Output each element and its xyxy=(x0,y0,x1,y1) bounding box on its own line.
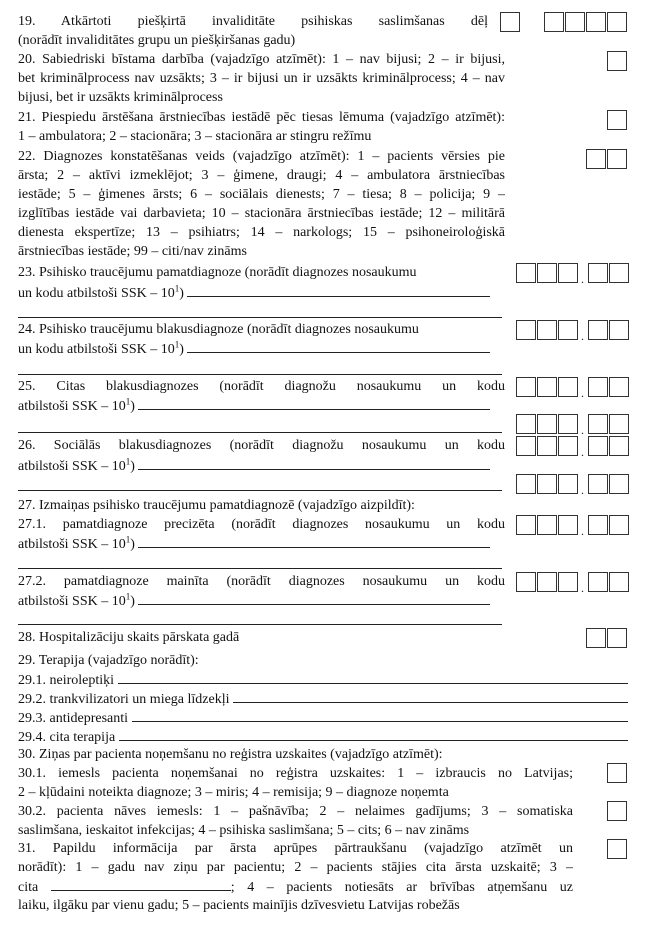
item-23-line xyxy=(18,283,490,302)
text: (norādīt invaliditātes grupu un piešķiršanas gadu) xyxy=(18,33,296,48)
diagnosis-method-box[interactable] xyxy=(586,149,606,169)
diagnosis-code-box[interactable] xyxy=(537,320,557,340)
dangerous-activity-box[interactable] xyxy=(607,51,627,71)
item-22-line xyxy=(18,223,505,242)
death-cause-box[interactable] xyxy=(607,801,627,821)
text: cita xyxy=(18,880,39,895)
text: 30.2. pacienta nāves iemesls: 1 – pašnāvība; 2 – nelaimes gadījums; 3 – somatiska xyxy=(18,804,573,819)
text: 27.1. pamatdiagnoze precizēta (norādīt diagnozes nosaukumu un kodu xyxy=(18,517,505,532)
diagnosis-code-box[interactable] xyxy=(588,515,608,535)
diagnosis-code-box[interactable] xyxy=(609,515,629,535)
therapy-fill-line[interactable] xyxy=(119,727,628,741)
diagnosis-code-box[interactable] xyxy=(609,572,629,592)
diagnosis-code-box[interactable] xyxy=(516,572,536,592)
text: 25. Citas blakusdiagnozes (norādīt diagnožu nosaukumu un kodu xyxy=(18,379,505,394)
text: 19. Atkārtoti piešķirtā invaliditāte psihiskas saslimšanas dēļ xyxy=(18,14,488,29)
diagnosis-code-box[interactable] xyxy=(588,263,608,283)
diagnosis-code-box[interactable] xyxy=(558,572,578,592)
footnote-marker: 1 xyxy=(174,283,180,294)
diagnosis-code-box[interactable] xyxy=(516,377,536,397)
item-25-line xyxy=(18,377,505,396)
text: 24. Psihisko traucējumu blakusdiagnoze (norādīt diagnozes nosaukumu xyxy=(18,322,419,337)
item-27-1-line xyxy=(18,515,505,534)
diagnosis-name-fill-line[interactable] xyxy=(187,283,490,297)
text: laiku, ilgāku par vienu gadu; 5 – pacients mainījis dzīvesvietu Latvijas robežās xyxy=(18,898,460,913)
item-23-line xyxy=(18,263,417,282)
item-20-line xyxy=(18,50,505,69)
text: 29.1. neiroleptiķi xyxy=(18,673,115,688)
code-separator: . xyxy=(581,272,584,286)
text: izglītības iestāde vai darbavieta; 10 – stacionāra ārstniecības iestāde; 12 – militārā xyxy=(18,206,505,221)
footnote-marker: 1 xyxy=(174,339,180,350)
text: dienesta ekspertīze; 13 – psihiatrs; 14 – narkologs; 15 – psihoneiroloģiskā xyxy=(18,225,505,240)
diagnosis-code-box[interactable] xyxy=(558,320,578,340)
item-30-line xyxy=(18,764,573,783)
diagnosis-fill-line[interactable] xyxy=(18,568,502,569)
text: 30.1. iemesls pacienta noņemšanai no reģistra uzskaites: 1 – izbraucis no Latvijas; xyxy=(18,766,573,781)
item-30-line xyxy=(18,783,449,802)
item-29-line xyxy=(18,651,199,670)
item-30-line xyxy=(18,745,443,764)
text: 29.3. antidepresanti xyxy=(18,711,129,726)
code-separator: . xyxy=(581,423,584,437)
invalidity-year-box[interactable] xyxy=(565,12,585,32)
removal-reason-box[interactable] xyxy=(607,763,627,783)
text: 29. Terapija (vajadzīgo norādīt): xyxy=(18,653,199,668)
diagnosis-name-fill-line[interactable] xyxy=(138,396,490,410)
diagnosis-code-box[interactable] xyxy=(516,474,536,494)
close-paren: ) xyxy=(130,399,135,414)
therapy-fill-line[interactable] xyxy=(233,689,628,703)
text: bet kriminālprocess nav uzsākts; 3 – ir bijusi un ir uzsākts kriminālprocess; 4 – nav xyxy=(18,71,505,86)
diagnosis-code-box[interactable] xyxy=(537,377,557,397)
diagnosis-code-box[interactable] xyxy=(588,572,608,592)
close-paren: ) xyxy=(130,459,135,474)
item-24-line xyxy=(18,339,490,358)
diagnosis-code-box[interactable] xyxy=(537,263,557,283)
text: ; 4 – pacients notiesāts ar brīvības atņemšanu uz xyxy=(230,880,573,895)
item-27-2-line xyxy=(18,591,490,610)
diagnosis-code-box[interactable] xyxy=(558,436,578,456)
text: un kodu atbilstoši SSK – 10 xyxy=(18,286,175,301)
item-29-line xyxy=(18,708,628,727)
diagnosis-code-box[interactable] xyxy=(588,320,608,340)
text: 29.4. cita terapija xyxy=(18,730,116,745)
cita-fill-line[interactable] xyxy=(51,877,231,891)
item-22-line xyxy=(18,242,247,261)
diagnosis-code-box[interactable] xyxy=(516,414,536,434)
diagnosis-code-box[interactable] xyxy=(588,414,608,434)
diagnosis-method-box[interactable] xyxy=(607,149,627,169)
text: saslimšana, ieskaitot infekcijas; 4 – psihiska saslimšana; 5 – cits; 6 – nav zināms xyxy=(18,823,470,838)
text: atbilstoši SSK – 10 xyxy=(18,594,126,609)
diagnosis-code-box[interactable] xyxy=(558,377,578,397)
diagnosis-name-fill-line[interactable] xyxy=(138,591,490,605)
text: bijusi, bet ir uzsākts kriminālprocess xyxy=(18,90,223,105)
diagnosis-code-box[interactable] xyxy=(609,263,629,283)
diagnosis-code-box[interactable] xyxy=(558,515,578,535)
diagnosis-name-fill-line[interactable] xyxy=(138,456,490,470)
diagnosis-code-box[interactable] xyxy=(609,377,629,397)
hospitalizations-count-box[interactable] xyxy=(586,628,606,648)
therapy-fill-line[interactable] xyxy=(118,670,628,684)
invalidity-year-box[interactable] xyxy=(607,12,627,32)
text: 29.2. trankvilizatori un miega līdzekļi xyxy=(18,692,230,707)
text: ārstniecības iestāde; 99 – citi/nav zināms xyxy=(18,244,247,259)
text: 27.2. pamatdiagnoze mainīta (norādīt diagnozes nosaukumu un kodu xyxy=(18,574,505,589)
text: atbilstoši SSK – 10 xyxy=(18,537,126,552)
item-20-line xyxy=(18,69,505,88)
diagnosis-fill-line[interactable] xyxy=(18,374,502,375)
item-31-line xyxy=(18,858,573,877)
text: 31. Papildu informācija par ārsta aprūpes pārtraukšanu (vajadzīgo atzīmēt un xyxy=(18,841,573,856)
diagnosis-name-fill-line[interactable] xyxy=(187,339,490,353)
text: 26. Sociālās blakusdiagnozes (norādīt diagnožu nosaukumu un kodu xyxy=(18,438,505,453)
care-termination-box[interactable] xyxy=(607,839,627,859)
code-separator: . xyxy=(581,524,584,538)
diagnosis-code-box[interactable] xyxy=(537,414,557,434)
item-22-line xyxy=(18,185,505,204)
item-21-line xyxy=(18,127,371,146)
item-27-1-line xyxy=(18,534,490,553)
footnote-marker: 1 xyxy=(125,534,131,545)
invalidity-year-box[interactable] xyxy=(586,12,606,32)
diagnosis-code-box[interactable] xyxy=(609,436,629,456)
text: atbilstoši SSK – 10 xyxy=(18,459,126,474)
footnote-marker: 1 xyxy=(125,456,131,467)
close-paren: ) xyxy=(130,537,135,552)
text: 2 – kļūdaini noteikta diagnoze; 3 – miris; 4 – remisija; 9 – diagnoze noņemta xyxy=(18,785,449,800)
diagnosis-code-box[interactable] xyxy=(558,414,578,434)
item-26-line xyxy=(18,436,505,455)
item-31-line xyxy=(18,839,573,858)
code-separator: . xyxy=(581,386,584,400)
item-31-line xyxy=(18,877,573,896)
diagnosis-fill-line[interactable] xyxy=(18,317,502,318)
invalidity-group-box[interactable] xyxy=(500,12,520,32)
diagnosis-code-box[interactable] xyxy=(609,414,629,434)
therapy-fill-line[interactable] xyxy=(132,708,628,722)
item-26-line xyxy=(18,456,490,475)
diagnosis-fill-line[interactable] xyxy=(18,490,502,491)
text: iestāde; 5 – ģimenes ārsts; 6 – sociālais dienests; 7 – tiesa; 8 – policija; 9 – xyxy=(18,187,505,202)
item-22-line xyxy=(18,204,505,223)
item-28-line xyxy=(18,628,239,647)
diagnosis-code-box[interactable] xyxy=(558,263,578,283)
item-20-line xyxy=(18,88,223,107)
item-30-line xyxy=(18,821,469,840)
diagnosis-code-box[interactable] xyxy=(516,263,536,283)
text: 28. Hospitalizāciju skaits pārskata gadā xyxy=(18,630,240,645)
code-separator: . xyxy=(581,483,584,497)
diagnosis-name-fill-line[interactable] xyxy=(138,534,490,548)
item-27-line xyxy=(18,496,415,515)
text: un kodu atbilstoši SSK – 10 xyxy=(18,342,175,357)
item-31-line xyxy=(18,896,460,915)
invalidity-year-box[interactable] xyxy=(544,12,564,32)
diagnosis-code-box[interactable] xyxy=(588,436,608,456)
footnote-marker: 1 xyxy=(125,396,131,407)
text: 22. Diagnozes konstatēšanas veids (vajadzīgo atzīmēt): 1 – pacients vērsies pie xyxy=(18,149,505,164)
diagnosis-code-box[interactable] xyxy=(516,320,536,340)
diagnosis-code-box[interactable] xyxy=(516,515,536,535)
code-separator: . xyxy=(581,445,584,459)
diagnosis-code-box[interactable] xyxy=(558,474,578,494)
footnote-marker: 1 xyxy=(125,591,131,602)
item-29-line xyxy=(18,670,628,689)
diagnosis-code-box[interactable] xyxy=(537,436,557,456)
diagnosis-code-box[interactable] xyxy=(588,377,608,397)
diagnosis-code-box[interactable] xyxy=(516,436,536,456)
diagnosis-fill-line[interactable] xyxy=(18,432,502,433)
diagnosis-code-box[interactable] xyxy=(609,320,629,340)
text: 27. Izmaiņas psihisko traucējumu pamatdiagnozē (vajadzīgo aizpildīt): xyxy=(18,498,415,513)
item-30-line xyxy=(18,802,573,821)
code-separator: . xyxy=(581,581,584,595)
text: ārsta; 2 – aktīvi izmeklējot; 3 – ģimene, draugi; 4 – ambulatora ārstniecības xyxy=(18,168,505,183)
item-25-line xyxy=(18,396,490,415)
text: 30. Ziņas par pacienta noņemšanu no reģistra uzskaites (vajadzīgo atzīmēt): xyxy=(18,747,443,762)
text: 20. Sabiedriski bīstama darbība (vajadzīgo atzīmēt): 1 – nav bijusi; 2 – ir bijusi, xyxy=(18,52,505,67)
item-22-line xyxy=(18,147,505,166)
hospitalizations-count-box[interactable] xyxy=(607,628,627,648)
text: 21. Piespiedu ārstēšana ārstniecības iestādē pēc tiesas lēmuma (vajadzīgo atzīmēt): xyxy=(18,110,505,125)
text: atbilstoši SSK – 10 xyxy=(18,399,126,414)
text: 23. Psihisko traucējumu pamatdiagnoze (norādīt diagnozes nosaukumu xyxy=(18,265,417,280)
diagnosis-code-box[interactable] xyxy=(537,572,557,592)
item-27-2-line xyxy=(18,572,505,591)
item-22-line xyxy=(18,166,505,185)
close-paren: ) xyxy=(130,594,135,609)
close-paren: ) xyxy=(179,342,184,357)
code-separator: . xyxy=(581,329,584,343)
close-paren: ) xyxy=(179,286,184,301)
diagnosis-fill-line[interactable] xyxy=(18,624,502,625)
item-29-line xyxy=(18,689,628,708)
diagnosis-code-box[interactable] xyxy=(537,474,557,494)
item-29-line xyxy=(18,727,628,746)
item-24-line xyxy=(18,320,419,339)
diagnosis-code-box[interactable] xyxy=(537,515,557,535)
text: 1 – ambulatora; 2 – stacionāra; 3 – stacionāra ar stingru režīmu xyxy=(18,129,372,144)
item-19-line xyxy=(18,12,488,31)
diagnosis-code-box[interactable] xyxy=(588,474,608,494)
item-19-line xyxy=(18,31,295,50)
diagnosis-code-box[interactable] xyxy=(609,474,629,494)
forced-treatment-box[interactable] xyxy=(607,110,627,130)
item-21-line xyxy=(18,108,505,127)
text: norādīt): 1 – gadu nav ziņu par pacientu; 2 – pacients stājies cita ārsta uzskaitē; 3 – xyxy=(18,860,573,875)
